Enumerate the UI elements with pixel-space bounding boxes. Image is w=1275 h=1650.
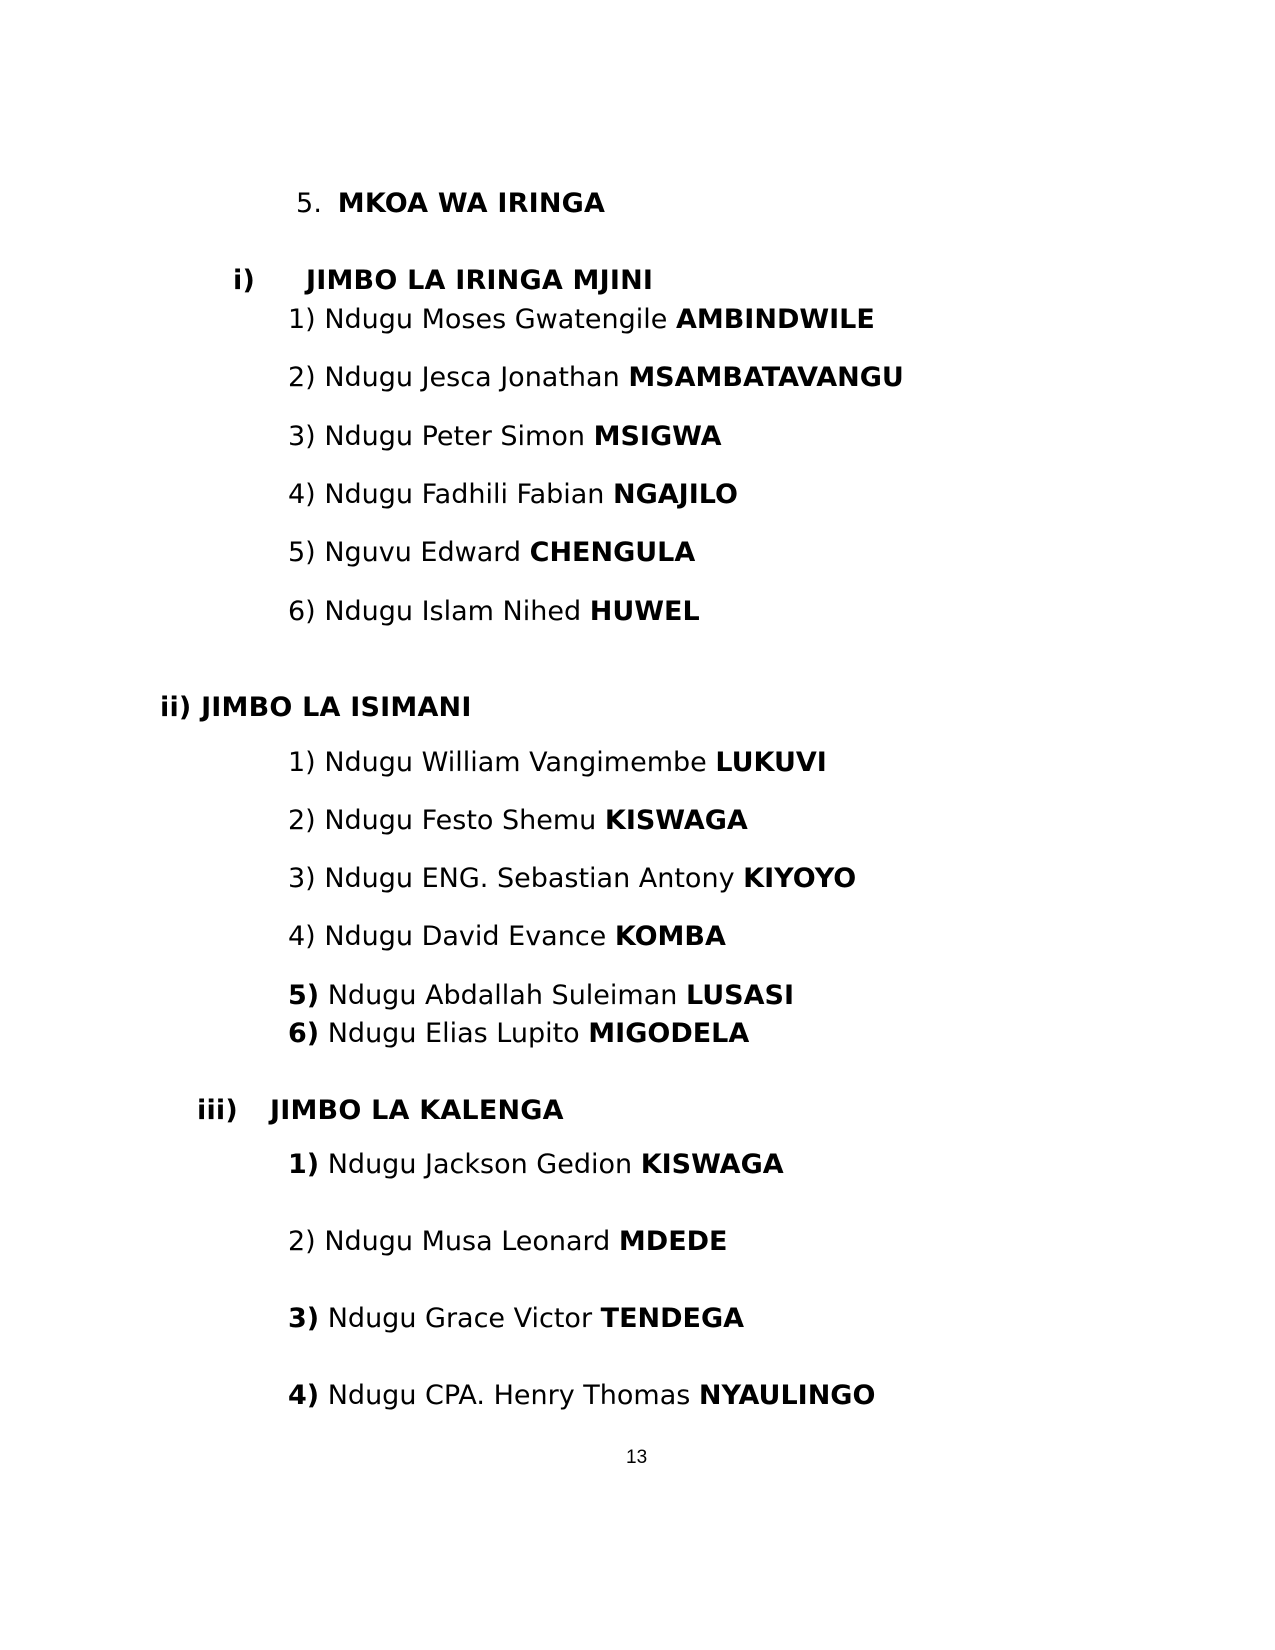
list-item-surname: CHENGULA: [529, 537, 696, 568]
list-item: [288, 747, 827, 778]
list-item-surname: KIYOYO: [743, 863, 857, 894]
list-item-name: Ndugu Festo Shemu: [324, 805, 597, 836]
list-item-number: 5): [288, 537, 316, 568]
list-item-surname: KOMBA: [614, 921, 726, 952]
section-heading: [160, 692, 472, 723]
section-numeral: iii): [197, 1095, 238, 1126]
list-item: [288, 304, 875, 335]
list-item-number: 4): [288, 479, 316, 510]
list-item: [288, 1303, 744, 1334]
list-item-name: Ndugu CPA. Henry Thomas: [327, 1380, 691, 1411]
list-item-surname: MSIGWA: [593, 421, 722, 452]
region-number: 5.: [296, 188, 323, 219]
list-item-number: 6): [288, 596, 316, 627]
list-item: [288, 805, 748, 836]
list-item-number: 2): [288, 362, 316, 393]
list-item-surname: NGAJILO: [613, 479, 738, 510]
list-item-surname: TENDEGA: [600, 1303, 745, 1334]
list-item-number: 2): [288, 1226, 316, 1257]
section-title: JIMBO LA KALENGA: [270, 1095, 564, 1126]
list-item: [288, 863, 856, 894]
list-item-number: 1): [288, 1149, 320, 1180]
region-title: MKOA WA IRINGA: [337, 188, 606, 219]
list-item-number: 1): [288, 304, 316, 335]
section-title: JIMBO LA IRINGA MJINI: [306, 265, 654, 296]
list-item-name: Ndugu Jackson Gedion: [327, 1149, 633, 1180]
list-item: [288, 921, 726, 952]
list-item-name: Ndugu David Evance: [324, 921, 607, 952]
list-item-number: 3): [288, 421, 316, 452]
list-item-surname: LUKUVI: [715, 747, 827, 778]
list-item-name: Ndugu Jesca Jonathan: [324, 362, 620, 393]
list-item-name: Nguvu Edward: [324, 537, 522, 568]
list-item-surname: HUWEL: [589, 596, 700, 627]
section-title: JIMBO LA ISIMANI: [201, 692, 472, 723]
list-item: [288, 1149, 784, 1180]
list-item-number: 3): [288, 1303, 320, 1334]
list-item: [288, 537, 695, 568]
list-item-name: Ndugu Elias Lupito: [327, 1018, 580, 1049]
list-item: [288, 479, 738, 510]
list-item-surname: MIGODELA: [588, 1018, 750, 1049]
list-item-surname: KISWAGA: [640, 1149, 784, 1180]
list-item-number: 6): [288, 1018, 320, 1049]
list-item-number: 5): [288, 980, 320, 1011]
list-item-name: Ndugu Abdallah Suleiman: [327, 980, 678, 1011]
section-numeral: ii): [160, 692, 192, 723]
list-item-number: 4): [288, 1380, 320, 1411]
list-item-name: Ndugu Moses Gwatengile: [324, 304, 668, 335]
list-item: [288, 1018, 749, 1049]
list-item-name: Ndugu Grace Victor: [327, 1303, 593, 1334]
list-item: [288, 980, 794, 1011]
list-item: [288, 362, 904, 393]
list-item-name: Ndugu Islam Nihed: [324, 596, 582, 627]
list-item: [288, 421, 722, 452]
list-item-name: Ndugu Musa Leonard: [324, 1226, 611, 1257]
list-item-name: Ndugu ENG. Sebastian Antony: [324, 863, 735, 894]
list-item: [288, 1380, 875, 1411]
list-item-name: Ndugu Fadhili Fabian: [324, 479, 605, 510]
list-item-surname: MSAMBATAVANGU: [628, 362, 904, 393]
list-item-number: 3): [288, 863, 316, 894]
list-item: [288, 1226, 728, 1257]
list-item-surname: MDEDE: [618, 1226, 728, 1257]
list-item-surname: NYAULINGO: [698, 1380, 876, 1411]
list-item-name: Ndugu William Vangimembe: [324, 747, 707, 778]
list-item-number: 1): [288, 747, 316, 778]
region-heading: [296, 188, 605, 219]
list-item: [288, 596, 700, 627]
list-item-surname: LUSASI: [685, 980, 794, 1011]
list-item-number: 4): [288, 921, 316, 952]
list-item-number: 2): [288, 805, 316, 836]
list-item-surname: AMBINDWILE: [675, 304, 875, 335]
section-numeral: i): [233, 265, 255, 296]
list-item-surname: KISWAGA: [604, 805, 748, 836]
list-item-name: Ndugu Peter Simon: [324, 421, 585, 452]
page-number: 13: [626, 1447, 648, 1468]
